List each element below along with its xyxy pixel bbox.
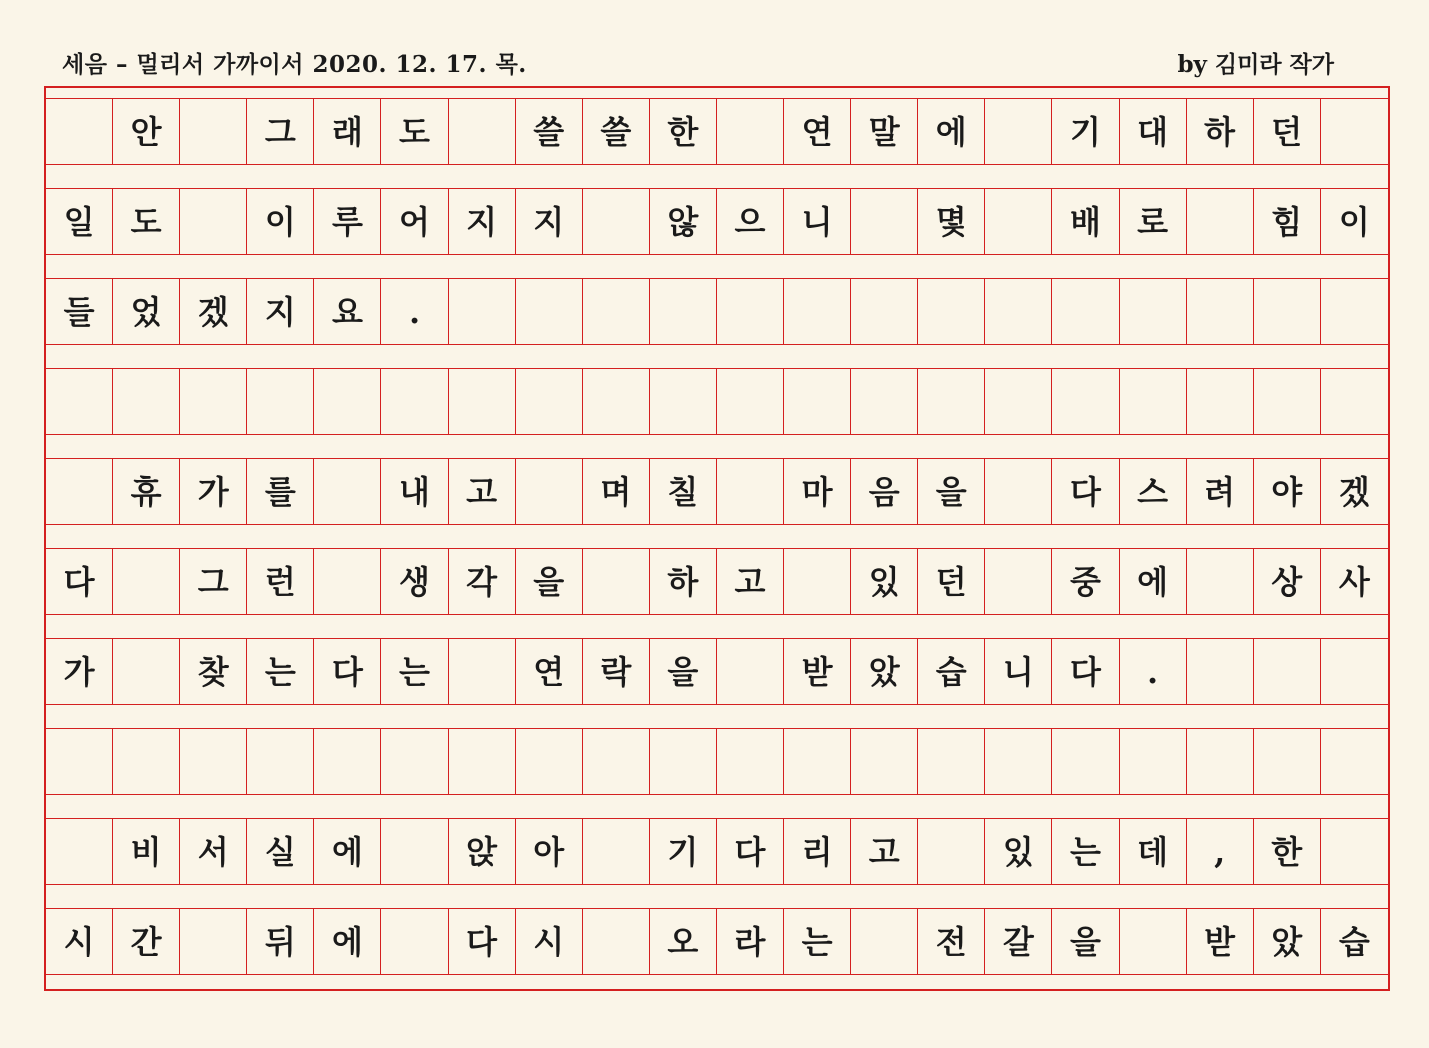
- manuscript-cell: [985, 369, 1052, 434]
- manuscript-cell: [46, 459, 113, 524]
- manuscript-cell: [985, 189, 1052, 254]
- manuscript-cell: 어: [381, 189, 448, 254]
- manuscript-cell: [1321, 369, 1388, 434]
- manuscript-cell: 기: [650, 819, 717, 884]
- manuscript-cell: [516, 279, 583, 344]
- manuscript-cell: [985, 99, 1052, 164]
- manuscript-cell: [1254, 279, 1321, 344]
- manuscript-cell: [583, 909, 650, 974]
- manuscript-cell: 시: [46, 909, 113, 974]
- manuscript-cell: [1321, 279, 1388, 344]
- manuscript-cell: 다: [1052, 639, 1119, 704]
- manuscript-cell: [1120, 279, 1187, 344]
- manuscript-cell: 다: [314, 639, 381, 704]
- manuscript-cell: 에: [314, 819, 381, 884]
- manuscript-cell: [851, 369, 918, 434]
- manuscript-cell: [1187, 639, 1254, 704]
- manuscript-cell: [650, 369, 717, 434]
- manuscript-cell: 겠: [1338, 472, 1370, 511]
- manuscript-cell: [180, 729, 247, 794]
- manuscript-cell: 겠: [180, 279, 247, 344]
- manuscript-cell: [381, 369, 448, 434]
- manuscript-cell: 도: [113, 189, 180, 254]
- manuscript-cell: 쓸: [583, 99, 650, 164]
- manuscript-cell: 일: [46, 189, 113, 254]
- manuscript-cell: 연: [516, 639, 583, 704]
- manuscript-cell: 을: [516, 549, 583, 614]
- manuscript-cell: 하: [650, 549, 717, 614]
- manuscript-row: [46, 278, 1388, 345]
- manuscript-cell: 음: [851, 459, 918, 524]
- manuscript-cell: [113, 549, 180, 614]
- manuscript-cell: [449, 639, 516, 704]
- manuscript-cell: 라: [717, 909, 784, 974]
- manuscript-cell: 안: [113, 99, 180, 164]
- manuscript-cell: 니: [784, 189, 851, 254]
- manuscript-cell: [851, 279, 918, 344]
- manuscript-row: [46, 368, 1388, 435]
- manuscript-cell: [381, 909, 448, 974]
- manuscript-cell: 데: [1120, 819, 1187, 884]
- manuscript-cell: 힘: [1254, 189, 1321, 254]
- manuscript-cell: [717, 279, 784, 344]
- manuscript-cell: 사: [1338, 562, 1370, 601]
- manuscript-cell: 을: [918, 459, 985, 524]
- manuscript-cell: 에: [1120, 549, 1187, 614]
- manuscript-cell: 으: [717, 189, 784, 254]
- manuscript-cell: [650, 279, 717, 344]
- manuscript-cell: 시: [516, 909, 583, 974]
- manuscript-cell: [516, 459, 583, 524]
- manuscript-cell: 쓸: [516, 99, 583, 164]
- manuscript-cell: 았: [1254, 909, 1321, 974]
- manuscript-cell: 생: [381, 549, 448, 614]
- manuscript-cell: 고: [449, 459, 516, 524]
- manuscript-cell: 았: [851, 639, 918, 704]
- manuscript-cell: 다: [449, 909, 516, 974]
- manuscript-cell: 이: [247, 189, 314, 254]
- manuscript-cell: [314, 729, 381, 794]
- manuscript-cell: 연: [784, 99, 851, 164]
- manuscript-cell: 들: [46, 279, 113, 344]
- manuscript-cell: [180, 369, 247, 434]
- manuscript-cell: [449, 729, 516, 794]
- manuscript-cell: [583, 549, 650, 614]
- manuscript-cell: 하: [1187, 99, 1254, 164]
- manuscript-cell: 내: [381, 459, 448, 524]
- manuscript-cell: 휴: [113, 459, 180, 524]
- manuscript-cell: [717, 639, 784, 704]
- manuscript-cell: [1052, 729, 1119, 794]
- manuscript-cell: 받: [1187, 909, 1254, 974]
- manuscript-cell: 다: [1052, 459, 1119, 524]
- manuscript-cell: [1187, 729, 1254, 794]
- manuscript-cell: [985, 729, 1052, 794]
- manuscript-cell: [918, 729, 985, 794]
- manuscript-cell: [46, 729, 113, 794]
- manuscript-cell: [113, 639, 180, 704]
- manuscript-cell: 있: [851, 549, 918, 614]
- manuscript-cell: [247, 729, 314, 794]
- manuscript-cell: 를: [247, 459, 314, 524]
- manuscript-row: [46, 98, 1388, 165]
- manuscript-cell: 대: [1120, 99, 1187, 164]
- manuscript-cell: 아: [516, 819, 583, 884]
- manuscript-cell: 고: [717, 549, 784, 614]
- manuscript-cell: 던: [1254, 99, 1321, 164]
- manuscript-cell: 그: [247, 99, 314, 164]
- manuscript-cell: 전: [918, 909, 985, 974]
- manuscript-cell: [851, 909, 918, 974]
- manuscript-cell: 상: [1254, 549, 1321, 614]
- manuscript-cell: 에: [314, 909, 381, 974]
- manuscript-cell: 뒤: [247, 909, 314, 974]
- manuscript-cell: 않: [650, 189, 717, 254]
- manuscript-cell: [449, 369, 516, 434]
- manuscript-cell: 찾: [180, 639, 247, 704]
- manuscript-cell: 칠: [650, 459, 717, 524]
- manuscript-cell: [583, 279, 650, 344]
- manuscript-cell: [583, 189, 650, 254]
- manuscript-cell: 말: [851, 99, 918, 164]
- manuscript-cell: [1052, 369, 1119, 434]
- manuscript-cell: 비: [113, 819, 180, 884]
- author-credit: by 김미라 작가: [1177, 51, 1334, 78]
- manuscript-cell: 을: [650, 639, 717, 704]
- manuscript-cell: 습: [918, 639, 985, 704]
- manuscript-cell: [1321, 819, 1388, 884]
- page-title: 세음 – 멀리서 가까이서 2020. 12. 17. 목.: [62, 51, 527, 78]
- manuscript-row: [46, 548, 1388, 615]
- manuscript-cell: 며: [583, 459, 650, 524]
- manuscript-cell: .: [1120, 639, 1187, 704]
- manuscript-row: [46, 908, 1388, 975]
- manuscript-cell: [1120, 729, 1187, 794]
- manuscript-cell: [516, 369, 583, 434]
- manuscript-row: [46, 728, 1388, 795]
- manuscript-cell: [717, 369, 784, 434]
- manuscript-cell: 한: [1254, 819, 1321, 884]
- manuscript-cell: [650, 729, 717, 794]
- manuscript-cell: 려: [1187, 459, 1254, 524]
- manuscript-cell: [985, 459, 1052, 524]
- manuscript-cell: 몇: [918, 189, 985, 254]
- manuscript-cell: 이: [1338, 202, 1370, 241]
- manuscript-cell: [46, 99, 113, 164]
- manuscript-cell: 에: [918, 99, 985, 164]
- manuscript-cell: [247, 369, 314, 434]
- manuscript-cell: [1187, 279, 1254, 344]
- manuscript-cell: [1321, 729, 1388, 794]
- manuscript-row: [46, 638, 1388, 705]
- manuscript-cell: 던: [918, 549, 985, 614]
- manuscript-cell: 앉: [449, 819, 516, 884]
- manuscript-cell: [1187, 549, 1254, 614]
- manuscript-cell: 있: [985, 819, 1052, 884]
- manuscript-cell: [1187, 369, 1254, 434]
- manuscript-cell: [717, 99, 784, 164]
- manuscript-cell: [113, 369, 180, 434]
- manuscript-cell: [583, 729, 650, 794]
- manuscript-cell: 각: [449, 549, 516, 614]
- manuscript-cell: 오: [650, 909, 717, 974]
- manuscript-cell: 중: [1052, 549, 1119, 614]
- manuscript-cell: 다: [46, 549, 113, 614]
- manuscript-cell: [180, 909, 247, 974]
- manuscript-cell: 습: [1338, 922, 1370, 961]
- manuscript-row: [46, 188, 1388, 255]
- manuscript-cell: 서: [180, 819, 247, 884]
- manuscript-cell: [381, 819, 448, 884]
- manuscript-cell: 로: [1120, 189, 1187, 254]
- manuscript-cell: 배: [1052, 189, 1119, 254]
- manuscript-cell: [784, 279, 851, 344]
- manuscript-cell: 고: [851, 819, 918, 884]
- manuscript-cell: [381, 729, 448, 794]
- manuscript-cell: [1120, 369, 1187, 434]
- manuscript-row: [46, 818, 1388, 885]
- manuscript-cell: 니: [985, 639, 1052, 704]
- manuscript-cell: [583, 369, 650, 434]
- manuscript-cell: 었: [113, 279, 180, 344]
- manuscript-cell: 는: [784, 909, 851, 974]
- manuscript-cell: 기: [1052, 99, 1119, 164]
- manuscript-cell: 갈: [985, 909, 1052, 974]
- manuscript-cell: 지: [247, 279, 314, 344]
- manuscript-cell: 그: [180, 549, 247, 614]
- manuscript-cell: [314, 369, 381, 434]
- manuscript-cell: [717, 729, 784, 794]
- manuscript-cell: [1052, 279, 1119, 344]
- manuscript-cell: 리: [784, 819, 851, 884]
- manuscript-cell: [1321, 639, 1388, 704]
- manuscript-cell: [113, 729, 180, 794]
- manuscript-cell: [583, 819, 650, 884]
- manuscript-cell: [717, 459, 784, 524]
- manuscript-cell: 다: [717, 819, 784, 884]
- manuscript-row: [46, 458, 1388, 525]
- manuscript-cell: 간: [113, 909, 180, 974]
- manuscript-cell: [784, 729, 851, 794]
- manuscript-cell: 는: [1052, 819, 1119, 884]
- manuscript-cell: 야: [1254, 459, 1321, 524]
- manuscript-cell: 도: [381, 99, 448, 164]
- manuscript-cell: 지: [516, 189, 583, 254]
- manuscript-cell: [516, 729, 583, 794]
- manuscript-cell: [851, 729, 918, 794]
- manuscript-cell: 가: [180, 459, 247, 524]
- manuscript-cell: 런: [247, 549, 314, 614]
- manuscript-cell: 마: [784, 459, 851, 524]
- manuscript-cell: [784, 549, 851, 614]
- manuscript-cell: [918, 279, 985, 344]
- manuscript-cell: [1254, 729, 1321, 794]
- manuscript-cell: [985, 549, 1052, 614]
- manuscript-cell: ,: [1187, 819, 1254, 884]
- manuscript-cell: 지: [449, 189, 516, 254]
- manuscript-cell: [314, 459, 381, 524]
- manuscript-cell: 는: [247, 639, 314, 704]
- manuscript-cell: [918, 819, 985, 884]
- manuscript-cell: [1120, 909, 1187, 974]
- manuscript-cell: .: [381, 279, 448, 344]
- manuscript-cell: 루: [314, 189, 381, 254]
- manuscript-cell: [918, 369, 985, 434]
- manuscript-cell: 실: [247, 819, 314, 884]
- manuscript-cell: [46, 819, 113, 884]
- manuscript-cell: [180, 99, 247, 164]
- manuscript-cell: [46, 369, 113, 434]
- manuscript-cell: 요: [314, 279, 381, 344]
- manuscript-cell: 가: [46, 639, 113, 704]
- manuscript-cell: [314, 549, 381, 614]
- manuscript-cell: 받: [784, 639, 851, 704]
- manuscript-cell: [1254, 369, 1321, 434]
- manuscript-grid: [44, 86, 1390, 991]
- manuscript-cell: [784, 369, 851, 434]
- manuscript-cell: [985, 279, 1052, 344]
- manuscript-cell: 을: [1052, 909, 1119, 974]
- manuscript-cell: 한: [650, 99, 717, 164]
- manuscript-cell: [449, 279, 516, 344]
- manuscript-cell: 락: [583, 639, 650, 704]
- manuscript-cell: 스: [1120, 459, 1187, 524]
- manuscript-cell: 래: [314, 99, 381, 164]
- manuscript-cell: [851, 189, 918, 254]
- manuscript-cell: [449, 99, 516, 164]
- manuscript-cell: [1254, 639, 1321, 704]
- manuscript-cell: [1187, 189, 1254, 254]
- manuscript-cell: [1321, 99, 1388, 164]
- manuscript-cell: 는: [381, 639, 448, 704]
- manuscript-cell: [180, 189, 247, 254]
